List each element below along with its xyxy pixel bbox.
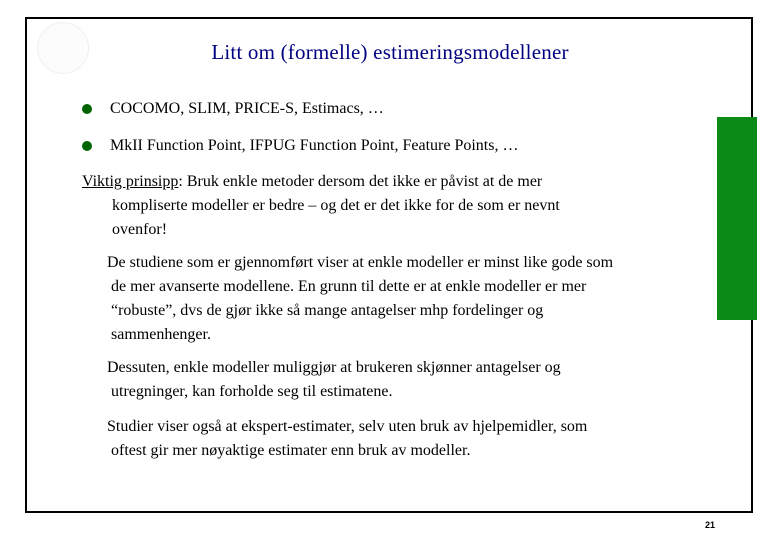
paragraph-understanding	[107, 356, 561, 404]
bullet-item	[82, 137, 518, 155]
paragraph-line: Studier viser også at ekspert-estimater, selv uten bruk av hjelpemidler, som	[107, 418, 588, 435]
bullet-text: MkII Function Point, IFPUG Function Point, Feature Points, …	[110, 137, 519, 154]
paragraph-expert	[107, 415, 587, 463]
paragraph-line: utregninger, kan forholde seg til estimatene.	[111, 383, 393, 400]
paragraph-line: Dessuten, enkle modeller muliggjør at brukeren skjønner antagelser og	[107, 359, 561, 376]
principle-line: ovenfor!	[112, 221, 168, 238]
principle-label: Viktig prinsipp	[82, 173, 179, 190]
slide-title: Litt om (formelle) estimeringsmodellener	[211, 40, 569, 64]
paragraph-line: De studiene som er gjennomført viser at enkle modeller er minst like gode som	[107, 254, 614, 271]
principle-line: kompliserte modeller er bedre – og det er det ikke for de som er nevnt	[112, 197, 560, 214]
paragraph-line: sammenhenger.	[111, 326, 211, 343]
bullet-item	[82, 100, 384, 118]
bullet-dot-icon	[82, 104, 92, 114]
paragraph-line: de mer avanserte modellene. En grunn til dette er at enkle modeller er mer	[111, 278, 587, 295]
principle-paragraph	[82, 170, 560, 242]
paragraph-line: oftest gir mer nøyaktige estimater enn bruk av modeller.	[111, 442, 471, 459]
principle-line: : Bruk enkle metoder dersom det ikke er påvist at de mer	[178, 173, 543, 190]
bullet-dot-icon	[82, 141, 92, 151]
paragraph-studies	[107, 251, 613, 347]
accent-bar	[717, 117, 757, 320]
bullet-text: COCOMO, SLIM, PRICE-S, Estimacs, …	[110, 100, 384, 117]
paragraph-line: “robuste”, dvs de gjør ikke så mange antagelser mhp fordelinger og	[111, 302, 544, 319]
page-number: 21	[705, 520, 716, 530]
